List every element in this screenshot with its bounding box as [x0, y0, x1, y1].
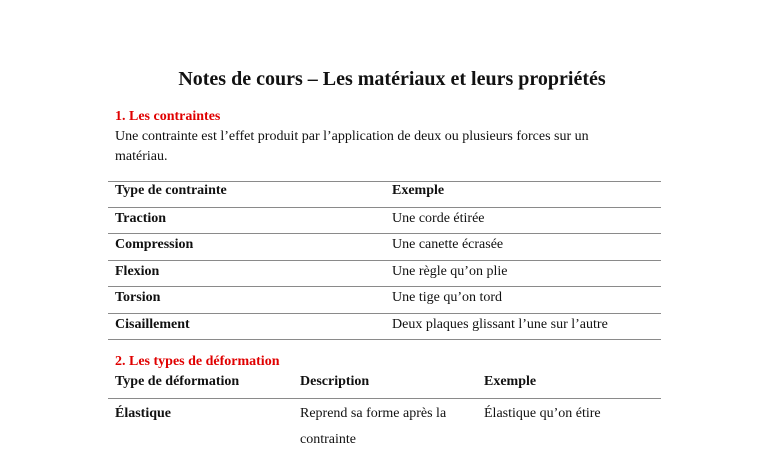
table-cell-type: Traction	[108, 208, 385, 234]
table-cell-example: Une règle qu’on plie	[385, 261, 661, 287]
table-row	[108, 314, 661, 340]
table-cell-type: Cisaillement	[108, 314, 385, 340]
section-heading-deformation: 2. Les types de déformation	[115, 354, 280, 369]
table-header-cell: Exemple	[484, 374, 537, 389]
table-header-cell: Type de déformation	[115, 374, 240, 389]
table-cell-example: Une canette écrasée	[385, 234, 661, 261]
table-row	[108, 261, 661, 287]
table-cell-type: Élastique	[108, 398, 293, 453]
table-cell-example: Une corde étirée	[385, 208, 661, 234]
section-paragraph	[115, 127, 655, 167]
table-cell-example: Une tige qu’on tord	[385, 287, 661, 314]
table-header-cell: Description	[300, 374, 370, 389]
contraintes-table	[108, 181, 661, 340]
table-cell-example: Élastique qu’on étire	[477, 398, 661, 453]
page-title: Notes de cours – Les matériaux et leurs propriétés	[178, 68, 606, 90]
table-header-cell: Exemple	[385, 182, 661, 208]
table-row	[108, 287, 661, 314]
description-line: Reprend sa forme après la	[300, 405, 447, 421]
description-line: contrainte	[300, 431, 356, 447]
table-cell-type: Compression	[108, 234, 385, 261]
table-cell-type: Torsion	[108, 287, 385, 314]
table-row	[108, 208, 661, 234]
table-cell-example: Deux plaques glissant l’une sur l’autre	[385, 314, 661, 340]
table-header-row	[108, 372, 661, 398]
paragraph-line: Une contrainte est l’effet produit par l’application de deux ou plusieurs forces sur un	[115, 129, 589, 144]
section-heading-contraintes: 1. Les contraintes	[115, 109, 221, 124]
table-header-row	[108, 182, 661, 208]
table-cell-description	[293, 398, 477, 453]
table-header-cell: Type de contrainte	[108, 182, 385, 208]
deformation-table	[108, 372, 661, 453]
table-row	[108, 398, 661, 453]
table-row	[108, 234, 661, 261]
paragraph-line: matériau.	[115, 149, 168, 164]
table-cell-type: Flexion	[108, 261, 385, 287]
